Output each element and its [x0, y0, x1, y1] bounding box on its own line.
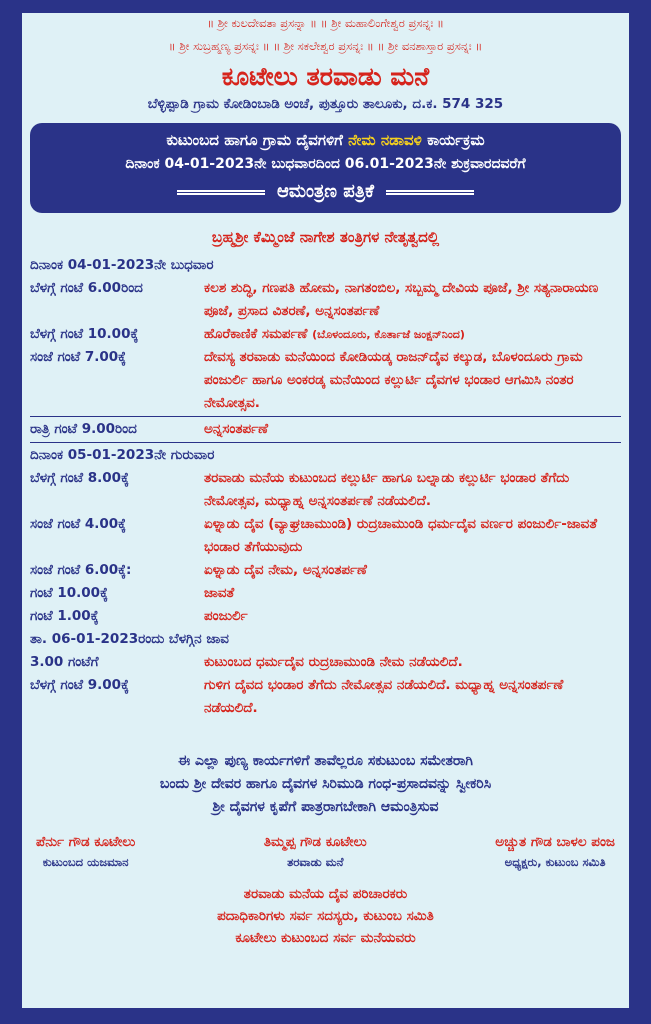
schedule-time: ಬೆಳಗ್ಗೆ ಗಂಟೆ 6.00ರಿಂದ [30, 280, 143, 296]
signatory-name: ತಿಮ್ಮಪ್ಪ ಗೌಡ ಕೂಟೇಲು [263, 834, 367, 850]
schedule-time: ಸಂಜೆ ಗಂಟೆ 4.00ಕ್ಕೆ [30, 516, 127, 532]
banner-event-post: ಕಾರ್ಯಕ್ರಮ [427, 131, 485, 149]
schedule-desc: ತರವಾಡು ಮನೆಯ ಕುಟುಂಬದ ಕಲ್ಲುರ್ಟಿ ಹಾಗೂ ಬಲ್ನಾಡು ಕಲ್ಲುರ್ಟಿ ಭಂಡಾರ ತೆಗೆದು ನೇಮೋತ್ಸವ, ಮಧ್ಯಾಹ್ನ ಅನ್ನಸಂತರ್ಪಣೆ ನಡೆಯಲಿದೆ. [204, 470, 570, 509]
banner-date-range: ದಿನಾಂಕ 04-01-2023ನೇ ಬುಧವಾರದಿಂದ 06.01-2023ನೇ ಶುಕ್ರವಾರದವರೆಗೆ [125, 156, 526, 172]
blessing-line: ॥ ಶ್ರೀ ಕುಲದೇವತಾ ಪ್ರಸನ್ನಾ ॥ ॥ ಶ್ರೀ ಮಹಾಲಿಂಗೇಶ್ವರ ಪ್ರಸನ್ನಃ ॥ [207, 16, 444, 30]
schedule-desc-note: (ಬೊಳಂದೂರು, ಕೊರ್ತಾಜೆ ಜಂಕ್ಷನ್‌ನಿಂದ) [312, 328, 465, 341]
schedule-desc: ದೇವಸ್ಯ ತರವಾಡು ಮನೆಯಿಂದ ಕೋಡಿಯಡ್ಕ ರಾಜನ್‌ದೈವ ಕಲ್ಕುಡ, ಬೊಳಂದೂರು ಗ್ರಾಮ ಪಂಜುರ್ಲಿ ಹಾಗೂ ಅಂಕರಡ್ಕ ಮನೆಯಿಂದ ಕಲ್ಲುರ್ಟಿ ದೈವಗಳ ಭಂಡಾರ ಆಗಮಿಸಿ ನಂತರ ನೇಮೋತ್ಸವ. [204, 349, 583, 411]
event-banner [30, 123, 621, 213]
schedule-row [30, 559, 621, 582]
invitation-card [22, 13, 629, 1008]
schedule-row [30, 346, 621, 415]
schedule-time: ಬೆಳಗ್ಗೆ ಗಂಟೆ 8.00ಕ್ಕೆ [30, 470, 129, 486]
schedule-desc: ಕುಟುಂಬದ ಧರ್ಮದೈವ ರುದ್ರಚಾಮುಂಡಿ ನೇಮ ನಡೆಯಲಿದೆ. [204, 654, 463, 670]
blessings-header [22, 13, 629, 58]
address: ಬೆಳ್ಳಿಪ್ಪಾಡಿ ಗ್ರಾಮ ಕೋಡಿಂಬಾಡಿ ಅಂಚೆ, ಪುತ್ತೂರು ತಾಲೂಕು, ದ.ಕ. 574 325 [147, 96, 504, 112]
signatory [264, 831, 367, 871]
schedule-time: ಸಂಜೆ ಗಂಟೆ 7.00ಕ್ಕೆ [30, 349, 127, 365]
signatory-role: ಅಧ್ಯಕ್ಷರು, ಕುಟುಂಬ ಸಮಿತಿ [504, 855, 606, 869]
divider-line-left [177, 190, 265, 195]
schedule-desc [204, 323, 621, 346]
day-heading: ದಿನಾಂಕ 04-01-2023ನೇ ಬುಧವಾರ [30, 257, 214, 273]
closing-line: ಬಂದು ಶ್ರೀ ದೇವರ ಹಾಗೂ ದೈವಗಳ ಸಿರಿಮುಡಿ ಗಂಧ-ಪ್ರಸಾದವನ್ನು ಸ್ವೀಕರಿಸಿ [159, 776, 492, 792]
blessing-line: ॥ ಶ್ರೀ ಸುಬ್ರಹ್ಮಣ್ಯ ಪ್ರಸನ್ನಃ ॥ ॥ ಶ್ರೀ ಸಕಲೇಶ್ವರ ಪ್ರಸನ್ನಃ ॥ ॥ ಶ್ರೀ ವನಶಾಸ್ತಾರ ಪ್ರಸನ್ನಃ ॥ [168, 39, 483, 53]
schedule-time: ಗಂಟೆ 10.00ಕ್ಕೆ [30, 585, 108, 601]
banner-event-highlight: ನೇಮ ನಡಾವಳಿ [348, 131, 422, 149]
signatories [36, 831, 615, 871]
schedule-row [30, 277, 621, 323]
divider [30, 416, 621, 417]
schedule-row [30, 418, 621, 441]
divider-line-right [386, 190, 474, 195]
schedule-desc: ಏಳ್ನಾಡು ದೈವ (ವ್ಯಾಘ್ರಚಾಮುಂಡಿ) ರುದ್ರಚಾಮುಂಡಿ ಧರ್ಮದೈವ ವರ್ಣರ ಪಂಜುರ್ಲಿ-ಜಾವತೆ ಭಂಡಾರ ತೆಗೆಯುವುದು [204, 516, 598, 555]
closing-text [22, 750, 629, 819]
signatory [495, 831, 615, 871]
footer-hosts [22, 883, 629, 949]
banner-invitation-title [36, 178, 615, 206]
signatory-role: ತರವಾಡು ಮನೆ [287, 855, 344, 869]
schedule-desc: ಕಲಶ ಶುದ್ಧಿ, ಗಣಪತಿ ಹೋಮ, ನಾಗತಂಬಿಲ, ಸಬ್ಬಮ್ಮ ದೇವಿಯ ಪೂಜೆ, ಶ್ರೀ ಸತ್ಯನಾರಾಯಣ ಪೂಜೆ, ಪ್ರಸಾದ ವಿತರಣೆ, ಅನ್ನಸಂತರ್ಪಣೆ [204, 280, 599, 319]
closing-line: ಶ್ರೀ ದೈವಗಳ ಕೃಪೆಗೆ ಪಾತ್ರರಾಗಬೇಕಾಗಿ ಆಮಂತ್ರಿಸುವ [212, 799, 439, 815]
banner-event-line [36, 128, 615, 153]
schedule-desc: ಗುಳಿಗ ದೈವದ ಭಂಡಾರ ತೆಗೆದು ನೇಮೋತ್ಸವ ನಡೆಯಲಿದೆ. ಮಧ್ಯಾಹ್ನ ಅನ್ನಸಂತರ್ಪಣೆ ನಡೆಯಲಿದೆ. [204, 677, 564, 716]
schedule-time: ಗಂಟೆ 1.00ಕ್ಕೆ [30, 608, 99, 624]
schedule-time: ಬೆಳಗ್ಗೆ ಗಂಟೆ 10.00ಕ್ಕೆ [30, 326, 139, 342]
footer-line: ಕೂಟೇಲು ಕುಟುಂಬದ ಸರ್ವ ಮನೆಯವರು [235, 930, 416, 946]
signatory [36, 831, 135, 871]
schedule-desc-main: ಹೊರೆಕಾಣಿಕೆ ಸಮರ್ಪಣೆ [204, 326, 308, 342]
footer-line: ತರವಾಡು ಮನೆಯ ದೈವ ಪರಿಚಾರಕರು [243, 886, 408, 902]
signatory-name: ಪೆರ್ನು ಗೌಡ ಕೂಟೇಲು [36, 834, 136, 850]
schedule [30, 254, 621, 720]
schedule-row [30, 513, 621, 559]
schedule-row [30, 605, 621, 628]
schedule-time: ಬೆಳಗ್ಗೆ ಗಂಟೆ 9.00ಕ್ಕೆ [30, 677, 129, 693]
divider [30, 442, 621, 443]
day-heading: ದಿನಾಂಕ 05-01-2023ನೇ ಗುರುವಾರ [30, 447, 215, 463]
closing-line: ಈ ಎಲ್ಲಾ ಪುಣ್ಯ ಕಾರ್ಯಗಳಿಗೆ ತಾವೆಲ್ಲರೂ ಸಕುಟುಂಬ ಸಮೇತರಾಗಿ [178, 753, 473, 769]
banner-event-pre: ಕುಟುಂಬದ ಹಾಗೂ ಗ್ರಾಮ ದೈವಗಳಿಗೆ [166, 131, 343, 149]
schedule-desc: ಅನ್ನಸಂತರ್ಪಣೆ [204, 421, 269, 437]
day-heading: ತಾ. 06-01-2023ರಂದು ಬೆಳಗ್ಗಿನ ಜಾವ [30, 631, 229, 647]
schedule-time: ರಾತ್ರಿ ಗಂಟೆ 9.00ರಿಂದ [30, 421, 137, 437]
schedule-desc: ಏಳ್ನಾಡು ದೈವ ನೇಮ, ಅನ್ನಸಂತರ್ಪಣೆ [204, 562, 367, 578]
schedule-desc: ಜಾವತೆ [204, 585, 235, 601]
schedule-row [30, 651, 621, 674]
footer-line: ಪದಾಧಿಕಾರಿಗಳು ಸರ್ವ ಸದಸ್ಯರು, ಕುಟುಂಬ ಸಮಿತಿ [217, 908, 434, 924]
invitation-title-text: ಆಮಂತ್ರಣ ಪತ್ರಿಕೆ [277, 181, 374, 202]
signatory-name: ಅಚ್ಚುತ ಗೌಡ ಬಾಳಲ ಪಂಜ [495, 834, 615, 850]
leader-line: ಬ್ರಹ್ಮಶ್ರೀ ಕೆಮ್ಮಿಂಜೆ ನಾಗೇಶ ತಂತ್ರಿಗಳ ನೇತೃತ್ವದಲ್ಲಿ [211, 228, 440, 246]
schedule-row [30, 582, 621, 605]
schedule-row [30, 467, 621, 513]
schedule-time: ಸಂಜೆ ಗಂಟೆ 6.00ಕ್ಕೆ: [30, 562, 132, 578]
schedule-row [30, 323, 621, 346]
signatory-role: ಕುಟುಂಬದ ಯಜಮಾನ [42, 855, 129, 869]
schedule-desc: ಪಂಜುರ್ಲಿ [204, 608, 248, 624]
schedule-row [30, 674, 621, 720]
schedule-time: 3.00 ಗಂಟೆಗೆ [30, 654, 99, 670]
page-title: ಕೂಟೇಲು ತರವಾಡು ಮನೆ [221, 62, 430, 91]
